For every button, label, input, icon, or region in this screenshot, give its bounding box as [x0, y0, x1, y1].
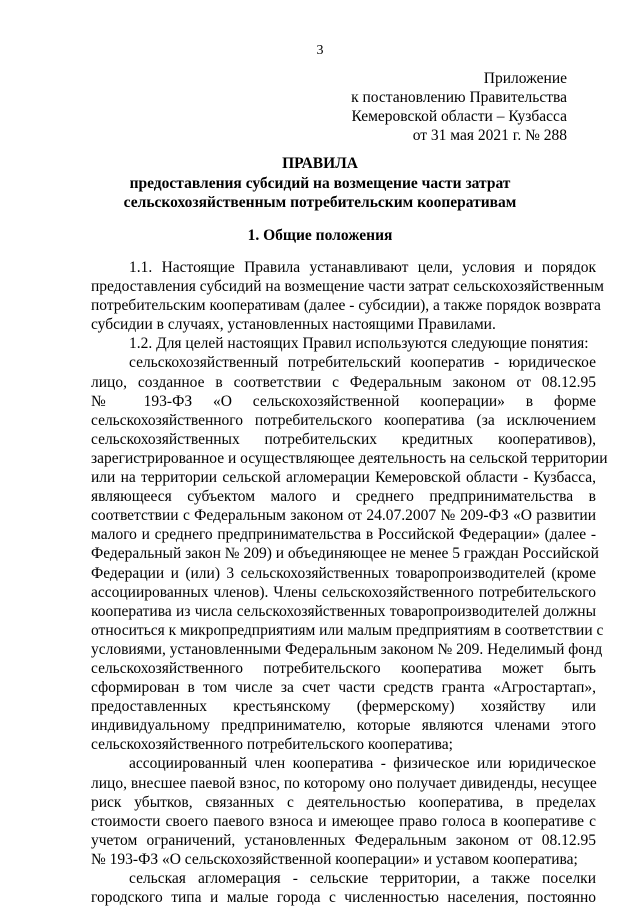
text-line: условиями, установленными Федеральным законом № 209. Неделимый фонд — [91, 640, 603, 658]
text-line: лицо, созданное в соответствии с Федеральным законом от 08.12.95 — [91, 373, 596, 391]
text-line: 1.1. Настоящие Правила устанавливают цели, условия и порядок — [129, 259, 596, 276]
text-line: малого и среднего предпринимательства в Российской Федерации» (далее - — [91, 526, 596, 544]
section-heading: 1. Общие положения — [247, 227, 393, 244]
text-line: стоимости своего паевого взноса и имеющее право голоса в кооперативе с — [91, 812, 596, 830]
page-number: 3 — [316, 43, 324, 58]
text-line: сельскохозяйственного потребительского кооператива может быть — [91, 659, 596, 677]
text-line: предоставленных крестьянскому (фермерскому) хозяйству или — [91, 698, 596, 716]
text-line: относиться к микропредприятиям или малым предприятиям в соответствии с — [91, 621, 604, 639]
text-line: Федеральный закон № 209) и объединяющее не менее 5 граждан Российской — [91, 545, 599, 563]
text-line: соответствии с Федеральным законом от 24.07.2007 № 209-ФЗ «О развитии — [91, 507, 596, 525]
text-line: или на территории сельской агломерации Кемеровской области - Кузбасса, — [91, 469, 596, 487]
appendix-block — [351, 69, 567, 145]
document-subtitle-line: предоставления субсидий на возмещение части затрат — [129, 175, 511, 192]
text-line: 1.2. Для целей настоящих Правил используются следующие понятия: — [129, 335, 589, 353]
appendix-line: от 31 мая 2021 г. № 288 — [412, 127, 567, 144]
document-subtitle-line: сельскохозяйственным потребительским кооперативам — [123, 194, 517, 211]
text-line: сельскохозяйственных потребительских кредитных кооперативов), — [91, 430, 596, 448]
text-line: индивидуальному предпринимателю, которые являются членами этого — [91, 717, 596, 735]
text-line: сформирован в том числе за счет части средств гранта «Агростартап», — [91, 679, 596, 697]
appendix-line: Приложение — [483, 70, 567, 87]
text-line: Федерации и (или) 3 сельскохозяйственных товаропроизводителей (кроме — [91, 564, 596, 582]
text-line: зарегистрированное и осуществляющее деятельность на сельской территории — [91, 449, 608, 467]
text-line: предоставления субсидий на возмещение части затрат сельскохозяйственным — [91, 278, 604, 296]
text-line: кооператива из числа сельскохозяйственных товаропроизводителей должны — [91, 602, 596, 620]
text-line: № 193-ФЗ «О сельскохозяйственной кооперации» и уставом кооператива; — [91, 850, 578, 868]
text-line: лицо, внесшее паевой взнос, по которому оно получает дивиденды, несущее — [91, 774, 597, 792]
document-title: ПРАВИЛА — [282, 155, 358, 172]
text-line: учетом ограничений, установленных Федеральным законом от 08.12.95 — [91, 831, 596, 849]
text-line: городского типа и малые города с численностью населения, постоянно — [91, 889, 596, 907]
text-line: сельскохозяйственного потребительского кооператива (за исключением — [91, 411, 596, 429]
text-line: потребительским кооперативам (далее - субсидии), а также порядок возврата — [91, 297, 601, 315]
body-text — [91, 258, 608, 907]
text-line: сельскохозяйственного потребительского кооператива; — [91, 736, 453, 754]
text-line: риск убытков, связанных с деятельностью кооператива, в пределах — [91, 793, 596, 811]
text-line: сельскохозяйственный потребительский кооператив - юридическое — [129, 354, 596, 372]
text-line: субсидии в случаях, установленных настоящими Правилами. — [91, 316, 496, 334]
text-line: № 193-ФЗ «О сельскохозяйственной кооперации» в форме — [91, 392, 596, 410]
appendix-line: Кемеровской области – Кузбасса — [351, 108, 567, 125]
text-line: являющееся субъектом малого и среднего предпринимательства в — [91, 488, 596, 506]
title-block — [0, 154, 640, 212]
text-line: ассоциированных членов). Члены сельскохозяйственного потребительского — [91, 583, 596, 601]
appendix-line: к постановлению Правительства — [351, 89, 567, 106]
text-line: ассоциированный член кооператива - физическое или юридическое — [129, 755, 596, 773]
text-line: сельская агломерация - сельские территории, а также поселки — [129, 870, 596, 887]
